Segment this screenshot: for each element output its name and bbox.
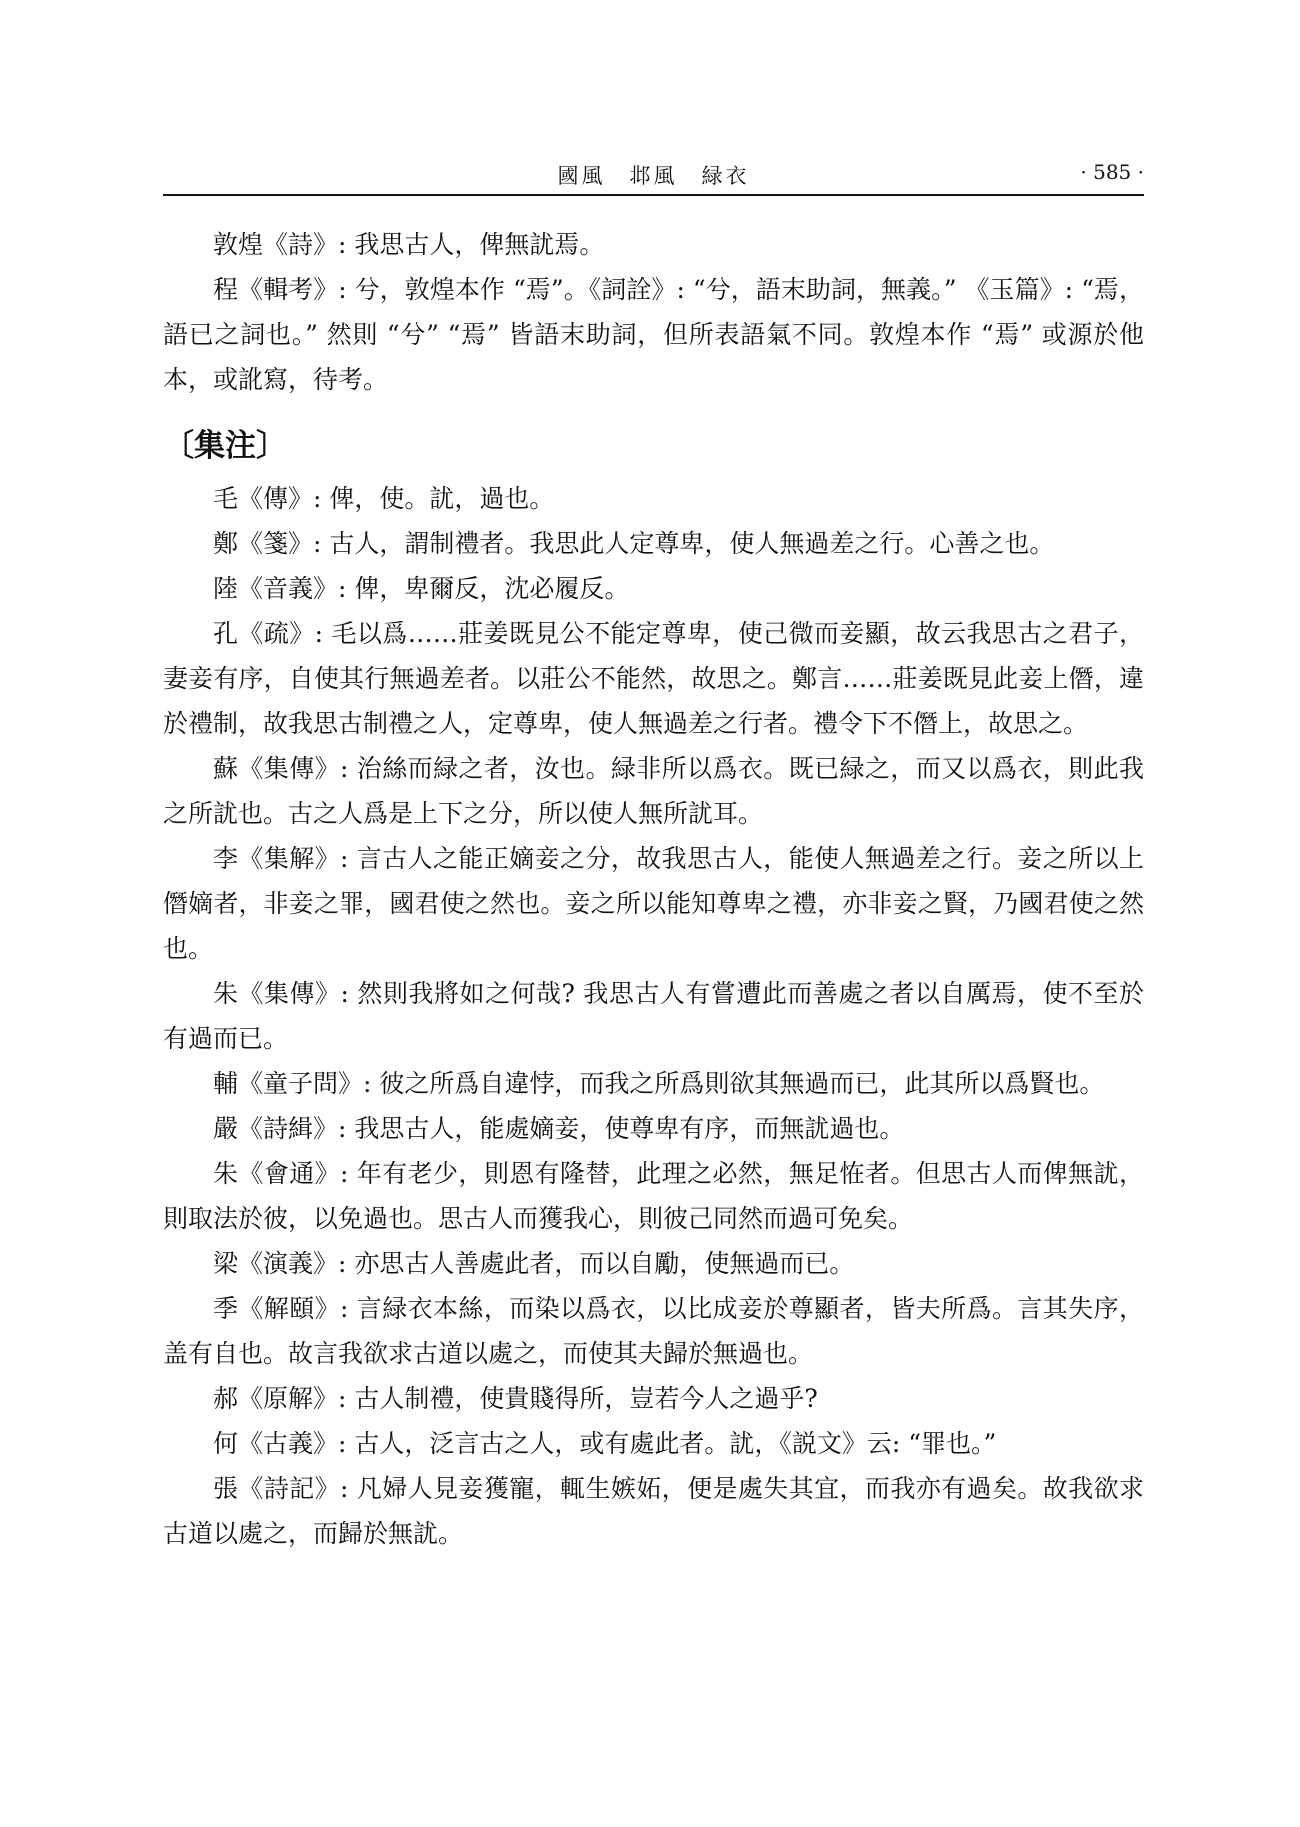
paragraph-cheng-jikao: 程《輯考》: 兮，敦煌本作 “焉”。《詞詮》: “兮，語末助詞，無義。” 《玉篇》: “焉，語已之詞也。” 然則 “兮” “焉” 皆語末助詞，但所表語氣不同。敦煌本作 “焉” 或源於他本，或訛寫，待考。 xyxy=(163,275,1144,394)
paragraph-he-guyi: 何《古義》: 古人，泛言古之人，或有處此者。訧，《説文》云: “罪也。” xyxy=(213,1429,997,1458)
paragraph-zhu-huitong: 朱《會通》: 年有老少，則恩有隆替，此理之必然，無足恠者。但思古人而俾無訧，則取法於彼，以免過也。思古人而獲我心，則彼己同然而過可免矣。 xyxy=(163,1159,1144,1233)
section-heading: 〔集注〕 xyxy=(163,428,287,464)
paragraph-zheng-jian: 鄭《箋》: 古人，謂制禮者。我思此人定尊卑，使人無過差之行。心善之也。 xyxy=(213,529,1055,558)
paragraph-zhu-jizhuan: 朱《集傳》: 然則我將如之何哉? 我思古人有嘗遭此而善處之者以自厲焉，使不至於有過而已。 xyxy=(163,979,1144,1053)
paragraph-fu-tongziwen: 輔《童子問》: 彼之所爲自違悖，而我之所爲則欲其無過而已，此其所以爲賢也。 xyxy=(213,1069,1105,1098)
paragraph-ji-jieyi: 季《解頤》: 言緑衣本絲，而染以爲衣，以比成妾於尊顯者，皆夫所爲。言其失序，盖有自也。故言我欲求古道以處之，而使其夫歸於無過也。 xyxy=(163,1294,1144,1368)
paragraph-su-jizhuan: 蘇《集傳》: 治絲而緑之者，汝也。緑非所以爲衣。既已緑之，而又以爲衣，則此我之所訧也。古之人爲是上下之分，所以使人無所訧耳。 xyxy=(163,754,1144,828)
running-header-title: 國風 邶風 緑衣 xyxy=(557,164,750,188)
paragraph-liang-yanyi: 梁《演義》: 亦思古人善處此者，而以自勵，使無過而已。 xyxy=(213,1249,855,1278)
paragraph-zhang-shiji: 張《詩記》: 凡婦人見妾獲寵，輒生嫉妬，便是處失其宜，而我亦有過矣。故我欲求古道以處之，而歸於無訧。 xyxy=(163,1474,1144,1548)
paragraph-dunhuang: 敦煌《詩》: 我思古人，俾無訧焉。 xyxy=(213,230,605,259)
page-number: · 585 · xyxy=(1080,160,1144,184)
paragraph-yan-shiji: 嚴《詩緝》: 我思古人，能處嫡妾，使尊卑有序，而無訧過也。 xyxy=(213,1114,905,1143)
paragraph-kong-shu: 孔《疏》: 毛以爲……莊姜既見公不能定尊卑，使己微而妾顯，故云我思古之君子，妻妾有序，自使其行無過差者。以莊公不能然，故思之。鄭言……莊姜既見此妾上僭，違於禮制，故我思古制禮之人，定尊卑，使人無過差之行者。禮令下不僭上，故思之。 xyxy=(163,619,1144,738)
page-body xyxy=(163,222,1144,1556)
paragraph-li-jijie: 李《集解》: 言古人之能正嫡妾之分，故我思古人，能使人無過差之行。妾之所以上僭嫡者，非妾之罪，國君使之然也。妾之所以能知尊卑之禮，亦非妾之賢，乃國君使之然也。 xyxy=(163,844,1144,963)
paragraph-mao-zhuan: 毛《傳》: 俾，使。訧，過也。 xyxy=(213,484,555,513)
paragraph-hao-yuanjie: 郝《原解》: 古人制禮，使貴賤得所，豈若今人之過乎? xyxy=(213,1384,818,1413)
running-header xyxy=(163,158,1144,196)
paragraph-lu-yinyi: 陸《音義》: 俾，卑爾反，沈必履反。 xyxy=(213,574,630,603)
